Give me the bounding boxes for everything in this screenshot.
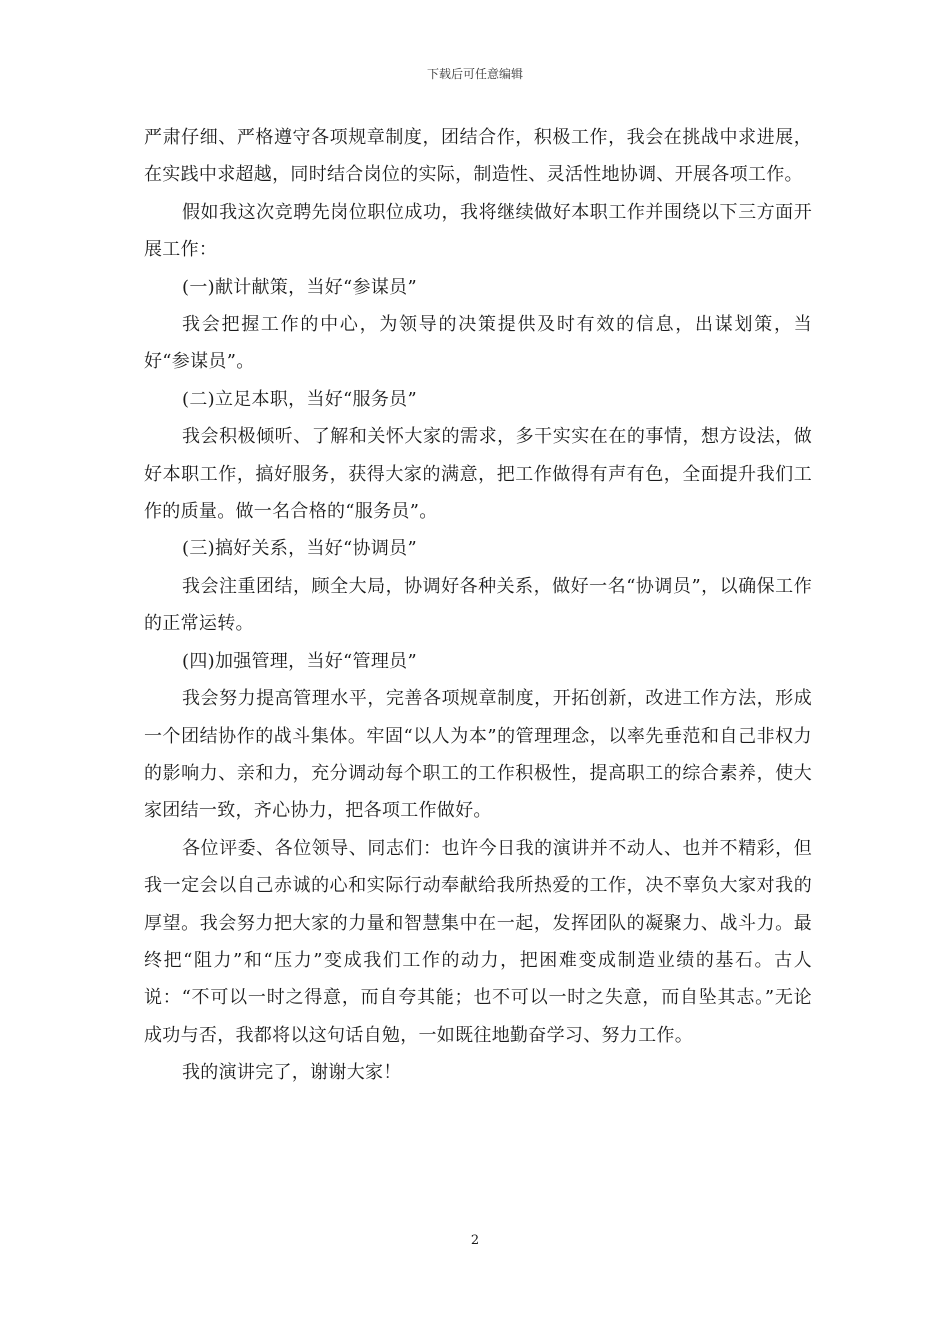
paragraph: 我会积极倾听、了解和关怀大家的需求，多干实实在在的事情，想方设法，做好本职工作，搞好服务，获得大家的满意，把工作做得有声有色，全面提升我们工作的质量。做一名合格的“服务员”。 bbox=[144, 426, 812, 523]
paragraph: 我会努力提高管理水平，完善各项规章制度，开拓创新，改进工作方法，形成一个团结协作的战斗集体。牢固“以人为本”的管理理念，以率先垂范和自己非权力的影响力、亲和力，充分调动每个职工的工作积极性，提高职工的综合素养，使大家团结一致，齐心协力，把各项工作做好。 bbox=[144, 688, 812, 822]
paragraph: 我会把握工作的中心，为领导的决策提供及时有效的信息，出谋划策，当好“参谋员”。 bbox=[144, 314, 812, 373]
section-heading: (一)献计献策，当好“参谋员” bbox=[182, 276, 417, 298]
paragraph: 严肃仔细、严格遵守各项规章制度，团结合作，积极工作，我会在挑战中求进展，在实践中求超越，同时结合岗位的实际，制造性、灵活性地协调、开展各项工作。 bbox=[144, 127, 812, 186]
section-heading: (三)搞好关系，当好“协调员” bbox=[182, 538, 417, 560]
section-heading: (四)加强管理，当好“管理员” bbox=[182, 650, 417, 672]
paragraph: 各位评委、各位领导、同志们：也许今日我的演讲并不动人、也并不精彩，但我一定会以自己赤诚的心和实际行动奉献给我所热爱的工作，决不辜负大家对我的厚望。我会努力把大家的力量和智慧集中在一起，发挥团队的凝聚力、战斗力。最终把“阻力”和“压力”变成我们工作的动力，把困难变成制造业绩的基石。古人说：“不可以一时之得意，而自夸其能；也不可以一时之失意，而自坠其志。”无论成功与否，我都将以这句话自勉，一如既往地勤奋学习、努力工作。 bbox=[144, 837, 812, 1046]
paragraph: 我会注重团结，顾全大局，协调好各种关系，做好一名“协调员”，以确保工作的正常运转。 bbox=[144, 575, 812, 635]
closing-paragraph: 我的演讲完了，谢谢大家！ bbox=[182, 1062, 402, 1084]
page-number: 2 bbox=[470, 1233, 480, 1248]
section-heading: (二)立足本职，当好“服务员” bbox=[182, 388, 417, 410]
paragraph: 假如我这次竞聘先岗位职位成功，我将继续做好本职工作并围绕以下三方面开展工作： bbox=[144, 201, 812, 261]
document-body bbox=[144, 119, 812, 1092]
page-header: 下载后可任意编辑 bbox=[426, 67, 523, 81]
